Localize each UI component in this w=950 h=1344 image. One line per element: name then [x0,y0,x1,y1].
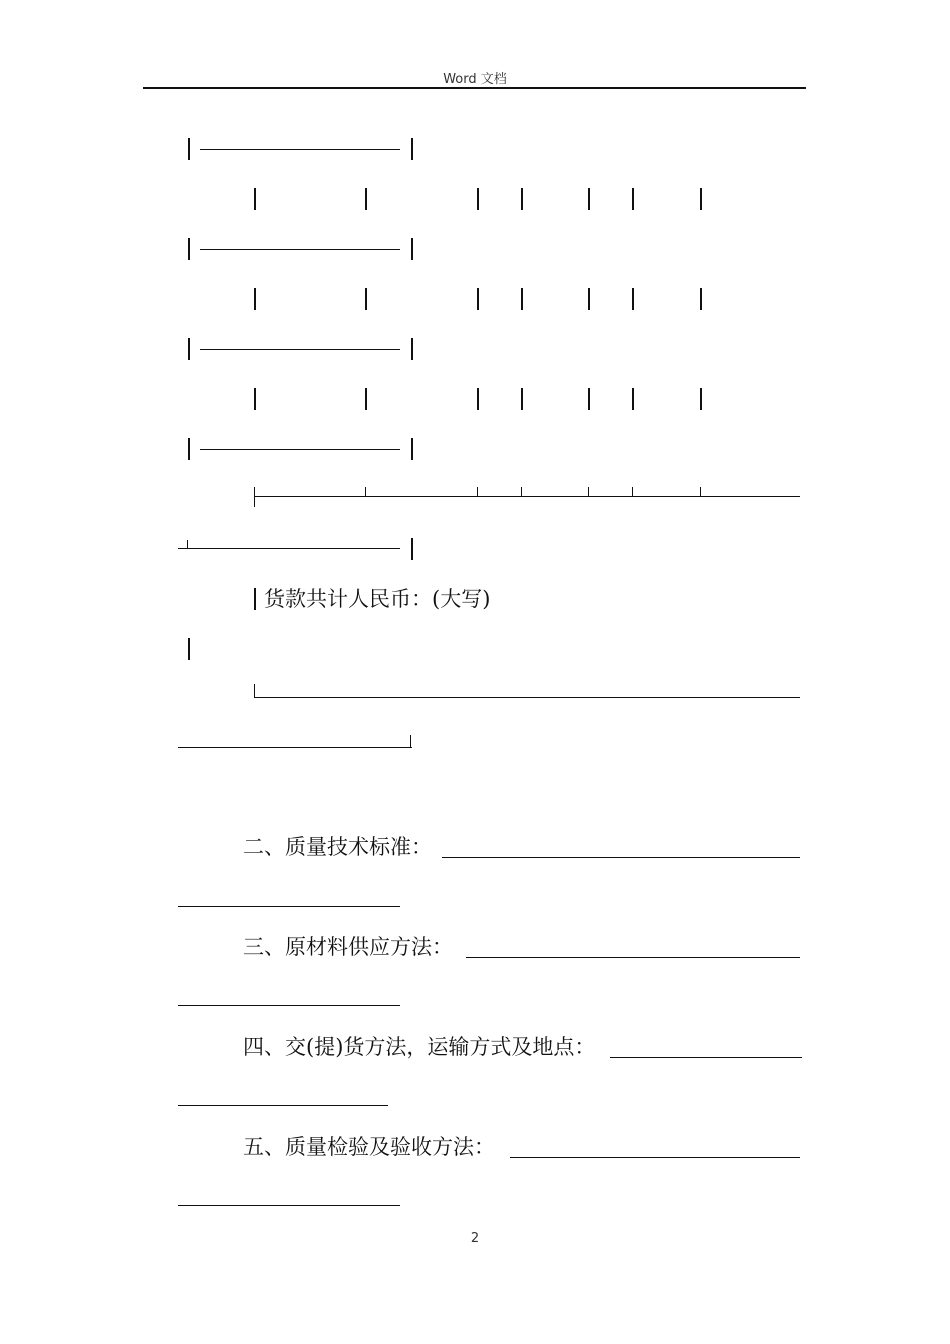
table-column-bar [700,388,702,410]
table-column-bar [477,288,479,310]
table-right-border [411,538,413,560]
table-left-border [188,338,190,360]
table-separator-tick [521,487,522,497]
table-column-bar [588,188,590,210]
table-row-separator [200,449,400,450]
table-column-bar [632,188,634,210]
table-bottom-border [254,697,800,698]
table-column-bar [521,288,523,310]
table-right-border [411,138,413,160]
section-material-supply-blank [466,957,800,958]
table-row-separator [200,149,400,150]
table-left-border [188,638,190,660]
table-right-border [411,438,413,460]
table-column-bar [365,388,367,410]
section-inspection-method-blank-continuation [178,1205,400,1206]
table-column-bar [254,288,256,310]
table-column-bar [632,288,634,310]
table-bottom-border-continuation [178,747,412,748]
table-separator-tick [588,487,589,497]
table-left-border [188,438,190,460]
table-separator-tick [365,487,366,497]
table-row-separator [200,349,400,350]
section-delivery-method-blank-continuation [178,1105,388,1106]
table-column-bar [365,188,367,210]
total-amount-label: 货款共计人民币：(大写) [264,587,491,611]
header-rule [143,87,806,89]
table-column-bar [521,188,523,210]
table-column-bar [588,288,590,310]
table-separator-tick [700,487,701,497]
table-long-separator [254,496,800,497]
table-column-bar [632,388,634,410]
table-column-bar [365,288,367,310]
table-separator-tick [187,540,188,549]
table-separator-tick [254,487,255,507]
table-bottom-left-corner [254,684,255,698]
section-inspection-method-blank [510,1157,800,1158]
table-column-bar [477,388,479,410]
section-quality-standard-blank-continuation [178,906,400,907]
section-material-supply-label: 三、原材料供应方法： [243,935,453,959]
section-delivery-method-label: 四、交(提)货方法，运输方式及地点： [243,1035,596,1059]
table-right-border [411,238,413,260]
table-column-bar [254,388,256,410]
page-number: 2 [470,1231,480,1246]
section-quality-standard-label: 二、质量技术标准： [243,835,432,859]
section-inspection-method-label: 五、质量检验及验收方法： [243,1135,495,1159]
table-row-separator [200,249,400,250]
table-column-bar [477,188,479,210]
page-header-title: Word 文档 [443,72,507,87]
section-material-supply-blank-continuation [178,1005,400,1006]
table-right-border [411,338,413,360]
table-column-bar [588,388,590,410]
section-quality-standard-blank [442,857,800,858]
table-column-bar [254,188,256,210]
table-separator-continuation [178,548,400,549]
table-separator-tick [477,487,478,497]
table-left-border [188,238,190,260]
table-column-bar [700,288,702,310]
section-delivery-method-blank [610,1057,802,1058]
table-left-border [188,138,190,160]
table-bottom-right-corner [410,735,411,748]
table-column-bar [700,188,702,210]
table-column-bar [521,388,523,410]
table-separator-tick [632,487,633,497]
table-left-border [254,588,256,610]
